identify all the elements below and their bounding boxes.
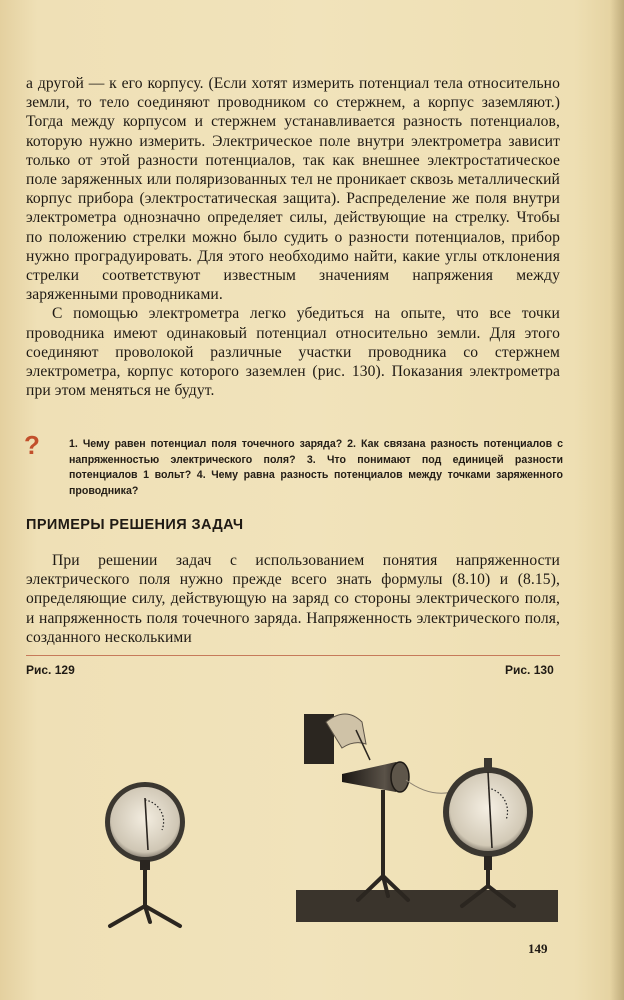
paragraph-electrometer-description: а другой — к его корпусу. (Если хотят измерить потенциал тела относительно земли, то тело соединяют проводником со стержнем, а корпус заземляют.) Тогда между корпусом и стержнем устанавливается разность потенциалов, которую нужно измерить. Электрическое поле внутри электрометра зависит только от этой разности потенциалов, так как внешнее электростатическое поле заряженных или поляризованных тел не проникает сквозь металлический корпус прибора (электростатическая защита). Распределение же поля внутри электрометра однозначно определяет силы, действующие на стрелку. Чтобы по положению стрелки можно было судить о разности потенциалов, прибор нужно проградуировать. Для этого необходимо найти, какие углы отклонения стрелки соответствуют известным значениям напряжения между заряженными проводниками. xyxy=(26,75,560,304)
question-mark-icon: ? xyxy=(24,430,40,460)
paragraph-problem-solving: При решении задач с использованием понятия напряженности электрического поля нужно прежде всего знать формулы (8.10) и (8.15), определяющие силу, действующую на заряд со стороны электрического поля, и напряженность поля точечного заряда. Напряженность электрического поля, созданного несколькими xyxy=(26,552,560,646)
figure-129-electrometer-photo xyxy=(100,760,190,930)
page-edge-shadow xyxy=(610,0,624,1000)
figure-separator-rule xyxy=(26,655,560,656)
figure-130-experiment-photo xyxy=(296,700,558,922)
figure-130-caption: Рис. 130 xyxy=(505,663,554,677)
body-text-top xyxy=(26,74,560,400)
section-heading: ПРИМЕРЫ РЕШЕНИЯ ЗАДАЧ xyxy=(26,517,244,533)
page-number: 149 xyxy=(528,941,548,956)
paragraph-experiment: С помощью электрометра легко убедиться на опыте, что все точки проводника имеют одинаковый потенциал относительно земли. Для этого соединяют проволокой различные участки проводника со стержнем электрометра, корпус которого заземлен (рис. 130). Показания электрометра при этом меняться не будут. xyxy=(26,305,560,400)
figure-129-caption: Рис. 129 xyxy=(26,663,75,677)
body-text-bottom xyxy=(26,551,560,647)
review-questions: 1. Чему равен потенциал поля точечного заряда? 2. Как связана разность потенциалов с напряженностью электрического поля? 3. Что понимают под единицей разности потенциалов 1 вольт? 4. Чему равна разность потенциалов между точками заряженного проводника? xyxy=(69,438,563,497)
